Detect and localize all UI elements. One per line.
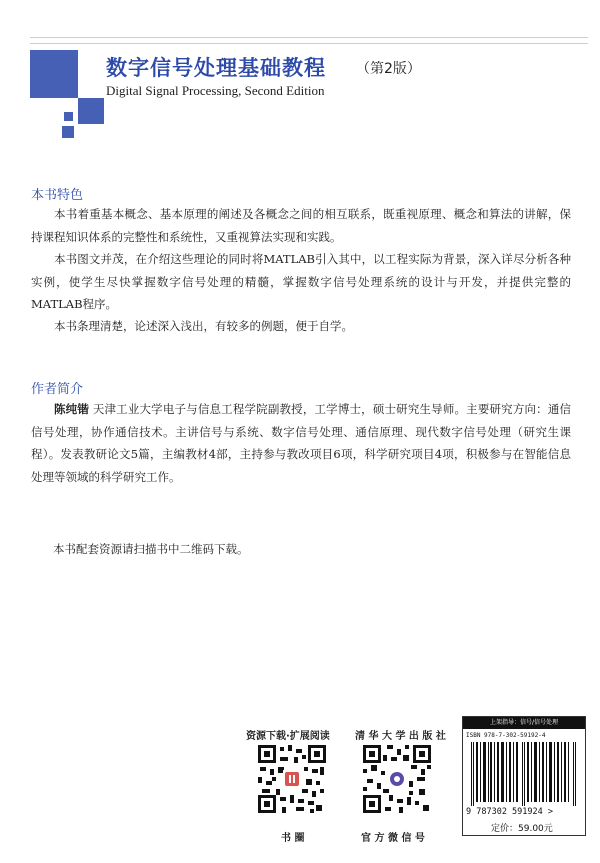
features-paragraph-2: 本书图文并茂，在介绍这些理论的同时将MATLAB引入其中，以工程实际为背景，深入详尽分析各种实例，使学生尽快掌握数字信号处理的精髓，掌握数字信号处理系统的设计与开发，并提供完整的MATLAB程序。	[31, 252, 571, 311]
resource-note: 本书配套资源请扫描书中二维码下载。	[53, 542, 249, 556]
isbn-text: ISBN 978-7-302-59192-4	[466, 732, 546, 739]
shelf-category: 上架指导：信号/信号处理	[463, 717, 585, 729]
logo-square-large	[30, 50, 78, 98]
author-bio	[31, 398, 571, 488]
price-label: 定价：59.00元	[491, 824, 553, 834]
features-heading: 本书特色	[31, 188, 84, 203]
author-heading: 作者简介	[31, 382, 84, 397]
barcode-icon	[471, 742, 577, 806]
qr-code-1[interactable]	[258, 745, 326, 813]
features-paragraph-1: 本书着重基本概念、基本原理的阐述及各概念之间的相互联系，既重视原理、概念和算法的讲解，保持课程知识体系的完整性和系统性，又重视算法实现和实践。	[31, 207, 571, 244]
book-icon	[285, 772, 299, 786]
qr-2-top-label: 清 华 大 学 出 版 社	[355, 731, 446, 742]
author-name: 陈纯锴	[54, 402, 90, 416]
top-rule-1	[30, 37, 588, 38]
barcode-panel	[462, 716, 586, 836]
book-title-en: Digital Signal Processing, Second Edition	[106, 83, 325, 98]
book-title-cn: 数字信号处理基础教程	[106, 56, 326, 80]
qr-2-bottom-label: 官 方 微 信 号	[361, 833, 425, 844]
barcode-number: 9 787302 591924 >	[466, 807, 553, 817]
logo-square-mid	[78, 98, 104, 124]
logo-square-small-1	[64, 112, 73, 121]
qr-code-2[interactable]	[363, 745, 431, 813]
book-edition: （第2版）	[356, 61, 421, 77]
logo-square-small-2	[62, 126, 74, 138]
top-rule-2	[30, 43, 588, 44]
qr-1-top-label: 资源下载·扩展阅读	[246, 731, 330, 742]
qr-1-bottom-label: 书 圈	[281, 833, 305, 844]
author-bio-text: 天津工业大学电子与信息工程学院副教授，工学博士，硕士研究生导师。主要研究方向：通信信号处理，协作通信技术。主讲信号与系统、数字信号处理、通信原理、现代数字信号处理（研究生课程）。发表教研论文5篇，主编教材4部，主持参与教改项目6项，科学研究项目4项，积极参与在智能信息处理等领域的科学研究工作。	[31, 402, 572, 484]
features-paragraph-3: 本书条理清楚，论述深入浅出，有较多的例题，便于自学。	[54, 319, 353, 333]
